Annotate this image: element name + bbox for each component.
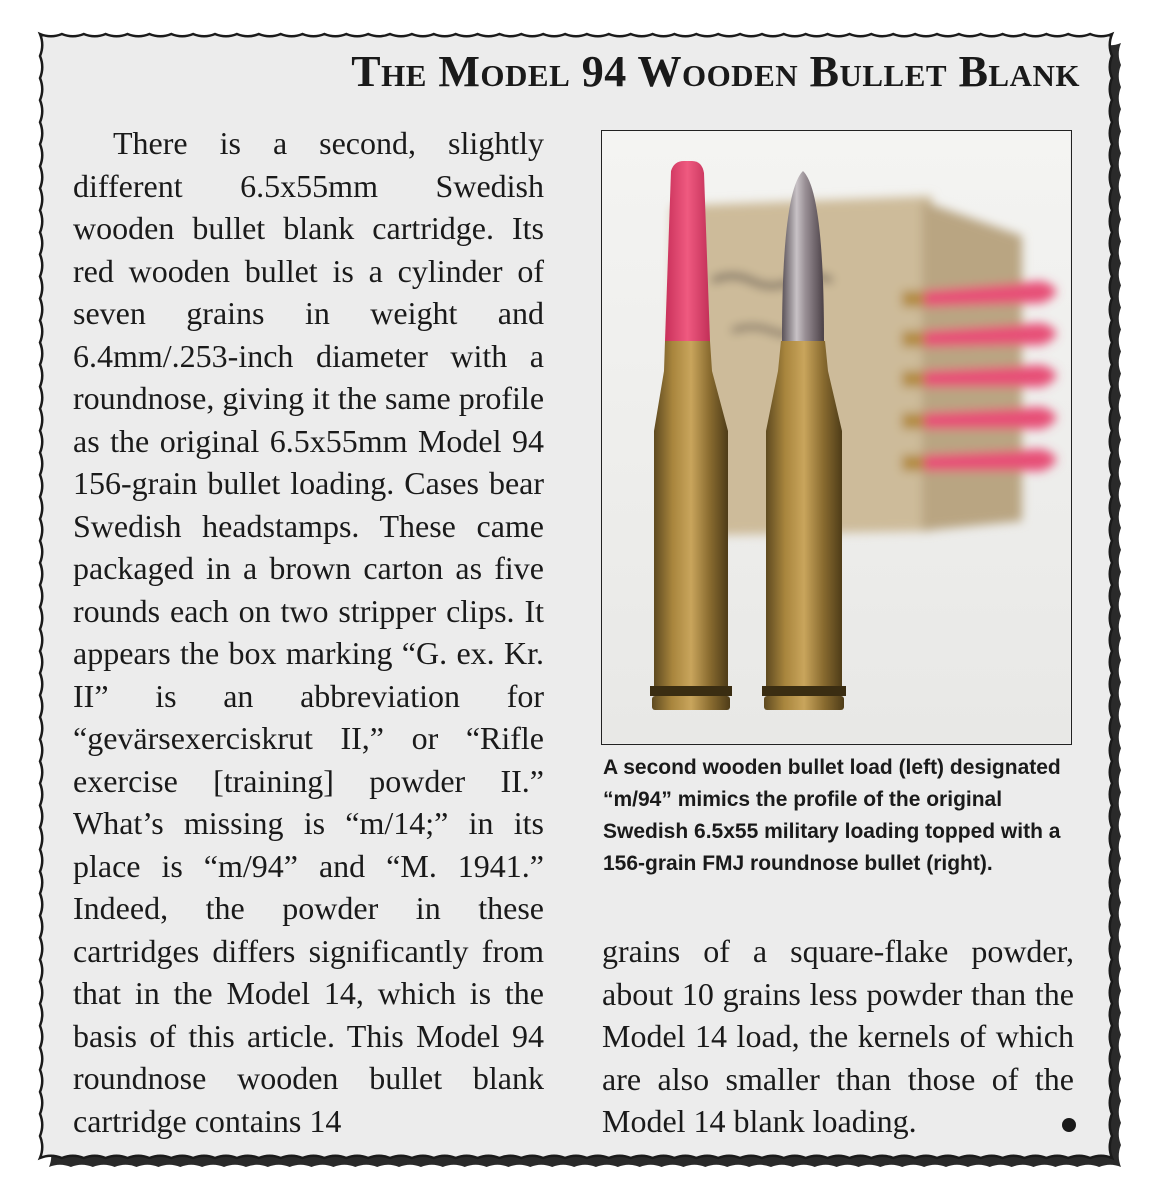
cartridge-photo bbox=[601, 130, 1072, 745]
article-body-left-column: There is a second, slightly different 6.5x55mm Swedish wooden bullet blank cartridge. Its red wooden bullet is a cylinder of seven grains in weight and 6.4mm/.253-inch diameter with a roundnose, giving it the same profile as the original 6.5x55mm Model 94 156-grain bullet loading. Cases bear Swedish headstamps. These came packaged in a brown carton as five rounds each on two stripper clips. It appears the box marking “G. ex. Kr. II” is an abbreviation for “gevärsexerciskrut II,” or “Rifle exercise [training] powder II.” What’s missing is “m/14;” in its place is “m/94” and “M. 1941.” Indeed, the powder in these cartridges differs significantly from that in the Model 14, which is the basis of this article. This Model 94 roundnose wooden bullet blank cartridge contains 14 bbox=[73, 125, 545, 1139]
article-title: The Model 94 Wooden Bullet Blank bbox=[351, 47, 1080, 96]
article-body-right-column: grains of a square-flake powder, about 10 grains less powder than the Model 14 load, the kernels of which are also smaller than those of the Model 14 blank loading. bbox=[602, 933, 1074, 1139]
end-of-article-bullet-icon bbox=[1062, 1118, 1076, 1132]
photo-caption: A second wooden bullet load (left) designated “m/94” mimics the profile of the original Swedish 6.5x55 military loading topped with a 156-grain FMJ roundnose bullet (right). bbox=[603, 756, 1061, 875]
carton-background bbox=[672, 196, 1056, 536]
